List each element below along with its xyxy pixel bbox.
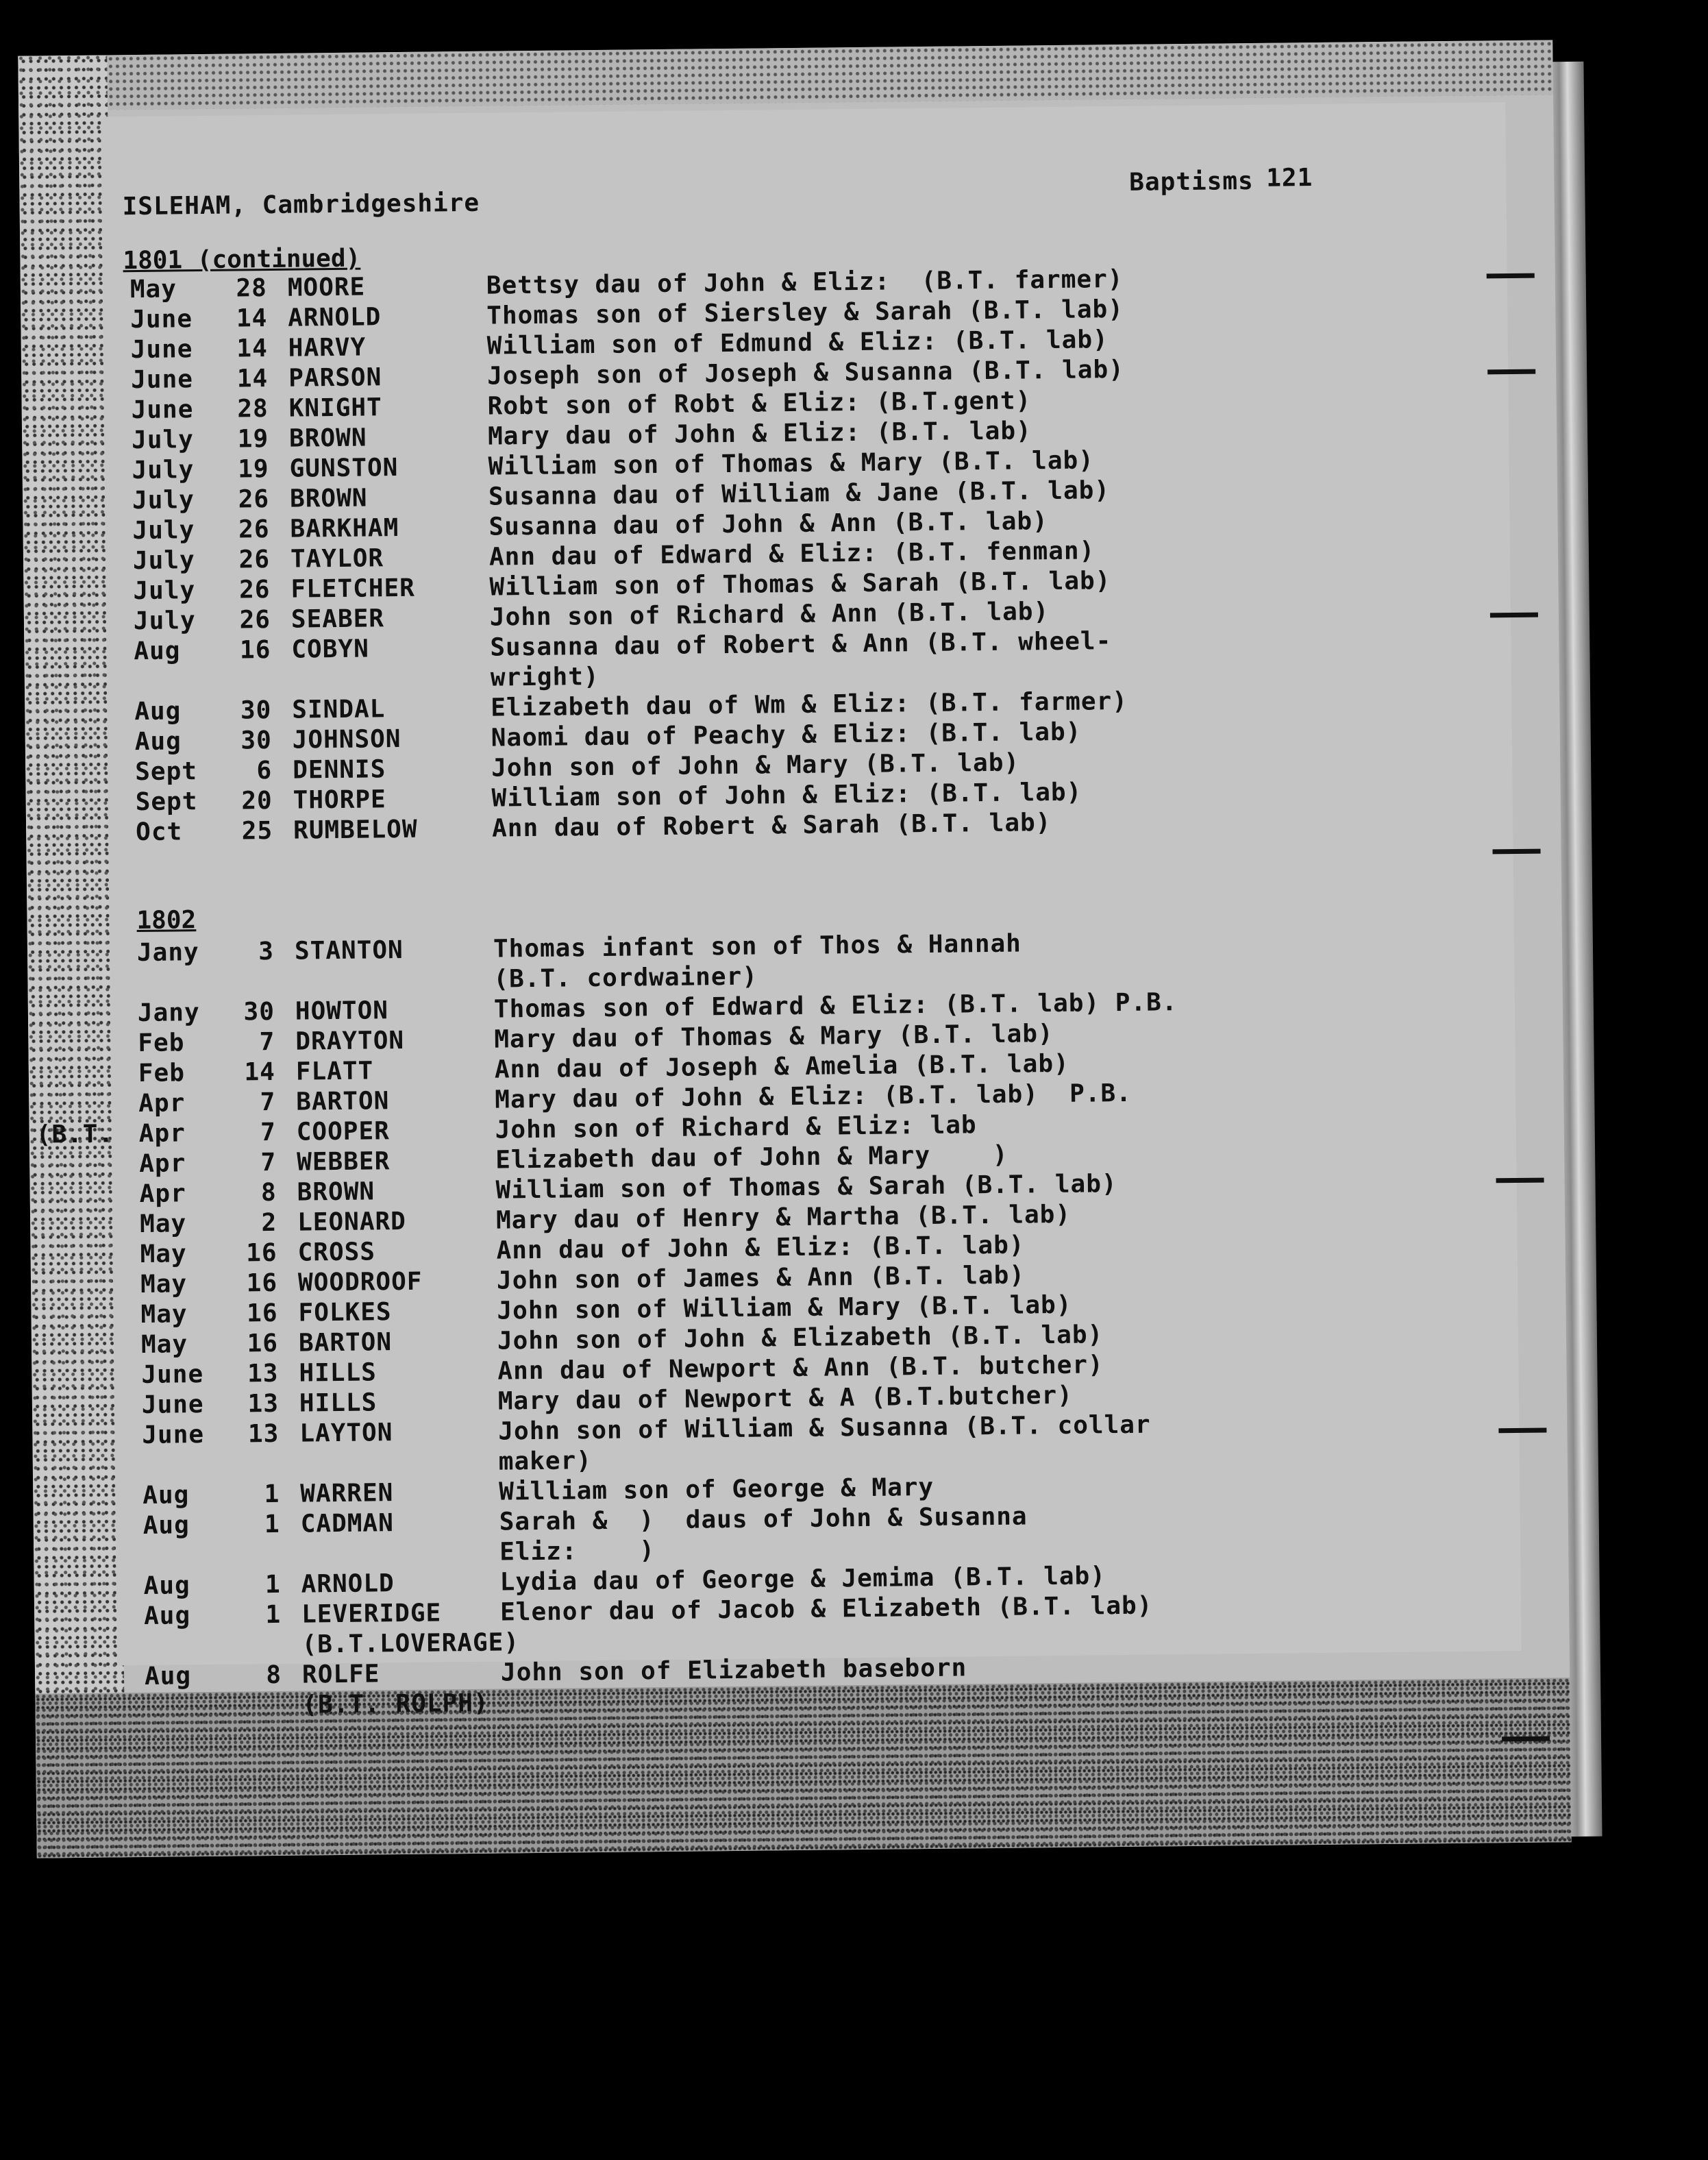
margin-mark bbox=[1502, 1736, 1550, 1742]
record-entry: Mary dau of Thomas & Mary (B.T. lab) bbox=[494, 1020, 1054, 1054]
record-entry: John son of John & Mary (B.T. lab) bbox=[491, 748, 1020, 783]
record-entry: Lydia dau of George & Jemima (B.T. lab) bbox=[499, 1562, 1106, 1597]
record-month: June bbox=[142, 1421, 205, 1450]
record-day: 19 bbox=[237, 425, 269, 454]
record-day: 1 bbox=[264, 1570, 281, 1599]
record-day: 20 bbox=[241, 786, 273, 815]
record-month: Apr bbox=[139, 1179, 186, 1209]
document-sheet bbox=[18, 40, 1571, 1858]
record-day: 1 bbox=[264, 1480, 280, 1509]
record-day: 26 bbox=[238, 575, 271, 604]
record-month: June bbox=[141, 1390, 204, 1420]
record-entry: Bettsy dau of John & Eliz: (B.T. farmer) bbox=[486, 265, 1124, 300]
record-month: June bbox=[130, 305, 193, 334]
record-entry: Ann dau of Robert & Sarah (B.T. lab) bbox=[491, 809, 1052, 843]
record-entry: Mary dau of John & Eliz: (B.T. lab) bbox=[487, 417, 1032, 451]
record-surname: LEONARD bbox=[297, 1207, 407, 1237]
record-surname: HOWTON bbox=[295, 996, 389, 1026]
record-month: May bbox=[140, 1240, 187, 1269]
record-day: 13 bbox=[247, 1419, 280, 1449]
record-entry: Ann dau of John & Eliz: (B.T. lab) bbox=[496, 1231, 1025, 1265]
record-entry-continued: maker) bbox=[498, 1447, 593, 1476]
record-day: 2 bbox=[261, 1208, 277, 1238]
record-day: 7 bbox=[260, 1118, 276, 1147]
record-alt-surname: (B.T.LOVERAGE) bbox=[301, 1628, 520, 1659]
record-surname: SEABER bbox=[290, 604, 385, 634]
record-month: Feb bbox=[138, 1029, 185, 1058]
record-day: 30 bbox=[243, 997, 275, 1027]
record-entry: Susanna dau of William & Jane (B.T. lab) bbox=[488, 476, 1111, 511]
record-day: 7 bbox=[260, 1148, 277, 1177]
record-entry: Sarah & ) daus of John & Susanna bbox=[499, 1502, 1028, 1536]
record-entry-continued: (B.T. cordwainer) bbox=[493, 962, 758, 994]
record-day: 16 bbox=[239, 635, 271, 665]
record-surname: LAYTON bbox=[299, 1419, 393, 1448]
record-month: Aug bbox=[143, 1511, 190, 1541]
record-month: May bbox=[139, 1210, 187, 1239]
record-entry: Susanna dau of Robert & Ann (B.T. wheel- bbox=[490, 627, 1112, 662]
year-heading-1801: 1801 (continued) bbox=[123, 244, 361, 275]
record-day: 14 bbox=[236, 334, 268, 363]
record-entry: John son of James & Ann (B.T. lab) bbox=[496, 1261, 1026, 1295]
record-month: May bbox=[140, 1270, 188, 1299]
record-month: July bbox=[133, 606, 196, 636]
record-month: Apr bbox=[139, 1149, 186, 1179]
record-surname: HILLS bbox=[299, 1388, 378, 1418]
record-day: 8 bbox=[260, 1178, 277, 1207]
record-month: May bbox=[140, 1300, 188, 1329]
record-entry-continued: wright) bbox=[490, 662, 599, 692]
record-day: 25 bbox=[241, 816, 273, 846]
record-month: July bbox=[132, 486, 195, 515]
record-day: 26 bbox=[238, 515, 270, 544]
record-surname: JOHNSON bbox=[292, 725, 401, 754]
record-month: Aug bbox=[143, 1571, 190, 1601]
record-surname: FLATT bbox=[295, 1057, 374, 1086]
record-month: Jany bbox=[136, 938, 199, 968]
record-day: 6 bbox=[256, 756, 273, 785]
record-surname: BROWN bbox=[297, 1177, 375, 1207]
record-month: Aug bbox=[143, 1481, 190, 1510]
margin-note: (B.T. bbox=[36, 1120, 114, 1149]
record-month: Apr bbox=[138, 1089, 186, 1118]
record-surname: BROWN bbox=[288, 424, 367, 453]
record-day: 16 bbox=[246, 1299, 278, 1328]
record-day: 13 bbox=[247, 1389, 280, 1419]
record-surname: WOODROOF bbox=[297, 1267, 423, 1297]
record-day: 16 bbox=[246, 1268, 278, 1298]
record-surname: HILLS bbox=[299, 1358, 378, 1388]
record-day: 1 bbox=[264, 1510, 280, 1539]
record-surname: BARKHAM bbox=[290, 514, 399, 543]
record-day: 13 bbox=[247, 1359, 279, 1388]
parish-title: ISLEHAM, Cambridgeshire bbox=[122, 188, 480, 221]
record-day: 26 bbox=[239, 605, 271, 635]
record-entry: William son of Thomas & Sarah (B.T. lab) bbox=[489, 567, 1111, 602]
record-day: 30 bbox=[240, 696, 272, 725]
scan-noise-top bbox=[18, 40, 1553, 110]
record-surname: GUNSTON bbox=[289, 454, 399, 483]
record-entry: Mary dau of Henry & Martha (B.T. lab) bbox=[495, 1200, 1072, 1235]
record-surname: MOORE bbox=[287, 273, 366, 302]
record-surname: ARNOLD bbox=[301, 1569, 395, 1599]
record-surname: KNIGHT bbox=[288, 393, 382, 423]
record-alt-surname: (B.T. ROLPH) bbox=[302, 1689, 489, 1719]
record-entry-continued: Eliz: ) bbox=[499, 1536, 656, 1567]
record-month: Jany bbox=[137, 998, 200, 1028]
record-month: July bbox=[131, 426, 195, 455]
record-day: 30 bbox=[240, 726, 272, 755]
record-month: May bbox=[140, 1330, 188, 1360]
record-surname: WEBBER bbox=[297, 1147, 391, 1177]
record-entry: John son of William & Mary (B.T. lab) bbox=[497, 1290, 1072, 1325]
record-month: Sept bbox=[135, 787, 198, 817]
record-day: 14 bbox=[236, 365, 269, 393]
record-surname: COBYN bbox=[291, 635, 369, 664]
record-day: 14 bbox=[236, 304, 268, 333]
record-surname: ARNOLD bbox=[288, 303, 382, 332]
record-entry: Thomas son of Siersley & Sarah (B.T. lab) bbox=[486, 295, 1124, 330]
page-number: 121 bbox=[1266, 164, 1313, 193]
record-month: June bbox=[131, 395, 194, 425]
record-month: Aug bbox=[144, 1662, 192, 1691]
record-month: Aug bbox=[134, 637, 181, 666]
record-entry: John son of Richard & Eliz: lab bbox=[495, 1111, 977, 1144]
record-month: July bbox=[132, 516, 195, 545]
record-surname: CADMAN bbox=[300, 1509, 395, 1538]
record-entry: William son of George & Mary bbox=[499, 1473, 935, 1506]
record-day: 7 bbox=[259, 1027, 275, 1057]
record-month: Sept bbox=[135, 757, 198, 787]
record-day: 19 bbox=[238, 454, 269, 484]
record-month: July bbox=[132, 546, 195, 576]
record-surname: DENNIS bbox=[293, 755, 386, 785]
record-entry: Mary dau of John & Eliz: (B.T. lab) P.B. bbox=[495, 1079, 1133, 1114]
record-entry: William son of Edmund & Eliz: (B.T. lab) bbox=[486, 326, 1109, 360]
record-entry: William son of John & Eliz: (B.T. lab) bbox=[491, 778, 1082, 813]
record-month: Aug bbox=[143, 1601, 191, 1630]
record-entry: William son of Thomas & Mary (B.T. lab) bbox=[488, 446, 1095, 481]
record-entry: Elizabeth dau of John & Mary ) bbox=[495, 1140, 1008, 1175]
record-day: 28 bbox=[236, 274, 268, 303]
record-entry: Robt son of Robt & Eliz: (B.T.gent) bbox=[487, 386, 1032, 421]
record-entry: Susanna dau of John & Ann (B.T. lab) bbox=[488, 507, 1048, 541]
record-day: 28 bbox=[237, 395, 269, 424]
record-day: 26 bbox=[238, 545, 271, 574]
record-entry: John son of Elizabeth baseborn bbox=[500, 1654, 967, 1687]
record-month: Feb bbox=[138, 1059, 186, 1088]
record-entry: Ann dau of Edward & Eliz: (B.T. fenman) bbox=[488, 537, 1096, 572]
record-surname: BROWN bbox=[289, 484, 368, 513]
record-surname: DRAYTON bbox=[295, 1026, 405, 1056]
record-day: 16 bbox=[246, 1238, 277, 1268]
record-entry: John son of John & Elizabeth (B.T. lab) bbox=[497, 1321, 1104, 1355]
record-entry: Elizabeth dau of Wm & Eliz: (B.T. farmer) bbox=[491, 687, 1128, 722]
record-surname: CROSS bbox=[297, 1238, 376, 1267]
record-month: July bbox=[133, 576, 196, 606]
record-entry: John son of William & Susanna (B.T. collar bbox=[498, 1410, 1151, 1446]
record-day: 8 bbox=[266, 1660, 282, 1690]
record-day: 26 bbox=[238, 484, 270, 514]
record-month: July bbox=[132, 456, 195, 485]
record-month: Aug bbox=[134, 697, 182, 726]
record-entry: Ann dau of Joseph & Amelia (B.T. lab) bbox=[494, 1049, 1069, 1084]
record-day: 16 bbox=[247, 1329, 279, 1358]
record-surname: BARTON bbox=[298, 1328, 393, 1358]
record-entry: John son of Richard & Ann (B.T. lab) bbox=[489, 598, 1050, 632]
record-surname: FLETCHER bbox=[290, 574, 416, 604]
record-month: June bbox=[141, 1360, 204, 1390]
record-entry: Thomas son of Edward & Eliz: (B.T. lab) P.B. bbox=[493, 988, 1178, 1024]
record-entry: Thomas infant son of Thos & Hannah bbox=[493, 929, 1022, 964]
record-surname: WARREN bbox=[300, 1479, 394, 1508]
record-surname: TAYLOR bbox=[290, 544, 384, 574]
record-day: 7 bbox=[260, 1088, 276, 1117]
record-day: 14 bbox=[244, 1057, 276, 1087]
record-surname: BARTON bbox=[296, 1087, 390, 1116]
record-month: May bbox=[129, 275, 177, 304]
record-surname: THORPE bbox=[293, 785, 386, 815]
record-surname: RUMBELOW bbox=[293, 815, 418, 845]
record-surname: SINDAL bbox=[292, 695, 386, 724]
record-entry: Elenor dau of Jacob & Elizabeth (B.T. lab) bbox=[499, 1591, 1153, 1627]
record-entry: Mary dau of Newport & A (B.T.butcher) bbox=[497, 1381, 1073, 1416]
register-section: Baptisms bbox=[1129, 167, 1254, 197]
record-entry: William son of Thomas & Sarah (B.T. lab) bbox=[495, 1170, 1117, 1205]
record-surname: FOLKES bbox=[298, 1298, 392, 1327]
record-day: 1 bbox=[265, 1600, 282, 1630]
record-month: June bbox=[131, 365, 194, 395]
record-surname: LEVERIDGE bbox=[301, 1599, 442, 1629]
record-surname: COOPER bbox=[296, 1117, 391, 1146]
record-day: 3 bbox=[258, 937, 275, 966]
record-entry: Naomi dau of Peachy & Eliz: (B.T. lab) bbox=[491, 717, 1082, 752]
record-month: Aug bbox=[134, 727, 182, 757]
record-entry: Joseph son of Joseph & Susanna (B.T. lab) bbox=[487, 355, 1125, 391]
margin-mark bbox=[1493, 849, 1541, 855]
record-month: June bbox=[130, 335, 193, 365]
record-entry: Ann dau of Newport & Ann (B.T. butcher) bbox=[497, 1351, 1104, 1386]
record-month: Oct bbox=[135, 818, 183, 847]
year-heading-1802: 1802 bbox=[136, 906, 197, 935]
record-month: Apr bbox=[138, 1119, 186, 1149]
record-surname: ROLFE bbox=[301, 1660, 380, 1689]
record-surname: PARSON bbox=[288, 363, 382, 393]
record-surname: HARVY bbox=[288, 333, 367, 363]
record-surname: STANTON bbox=[294, 935, 404, 966]
